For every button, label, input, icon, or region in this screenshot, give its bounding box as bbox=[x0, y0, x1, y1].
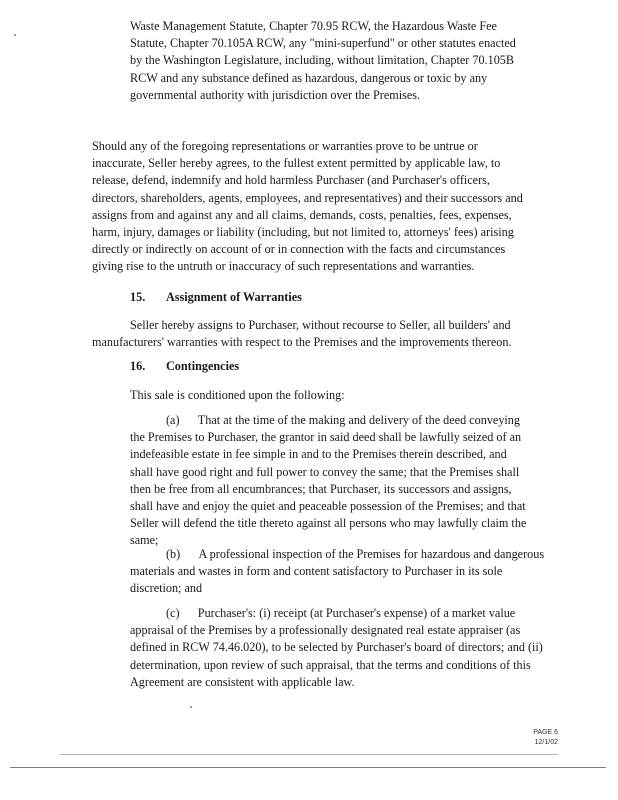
section-15-heading bbox=[130, 289, 510, 306]
section-16-heading bbox=[130, 358, 510, 375]
indemnity-paragraph: Should any of the foregoing representations or warranties prove to be untrue or inaccurate, Seller hereby agrees, to the fullest extent permitted by applicable law, to release, defend, indemnify and hold harmless Purchaser (and Purchaser's officers, directors, shareholders, agents, employees, and representatives) and their successors and assigns from and against any and all claims, demands, costs, penalties, fees, expenses, harm, injury, damages or liability (including, but not limited to, attorneys' fees) arising directly or indirectly on account of or in connection with the facts and circumstances giving rise to the untruth or inaccuracy of such representations and warranties. bbox=[92, 139, 523, 274]
page-footer bbox=[533, 728, 558, 748]
section-16-intro: This sale is conditioned upon the following: bbox=[130, 388, 345, 402]
paragraph-a-continuation: Waste Management Statute, Chapter 70.95 RCW, the Hazardous Waste Fee Statute, Chapter 70.105A RCW, any "mini-superfund" or other statutes enacted by the Washington Legislature, including, without limitation, Chapter 70.105B RCW and any substance defined as hazardous, dangerous or toxic by any governmental authority with jurisdiction over the Premises. bbox=[130, 19, 516, 102]
scan-edge-line bbox=[10, 767, 606, 768]
section-16-number: 16. bbox=[130, 359, 146, 373]
section-15-title: Assignment of Warranties bbox=[166, 290, 302, 304]
scan-speck bbox=[14, 34, 16, 36]
footer-rule bbox=[60, 754, 558, 755]
page-number: PAGE 6 bbox=[533, 729, 558, 736]
footer-date: 12/1/02 bbox=[534, 739, 558, 746]
section-15-body: Seller hereby assigns to Purchaser, without recourse to Seller, all builders' and manufacturers' warranties with respect to the Premises and the improvements thereon. bbox=[92, 318, 512, 350]
scan-speck bbox=[190, 706, 192, 708]
section-15-number: 15. bbox=[130, 290, 146, 304]
contingency-item-b: (b) A professional inspection of the Premises for hazardous and dangerous materials and wastes in form and content satisfactory to Purchaser in its sole discretion; and bbox=[130, 547, 545, 596]
section-16-title: Contingencies bbox=[166, 359, 240, 373]
contingency-item-a: (a) That at the time of the making and delivery of the deed conveying the Premises to Purchaser, the grantor in said deed shall be lawfully seized of an indefeasible estate in fee simple in and to the Premises therein described, and shall have good right and full power to convey the same; that the Premises shall then be free from all encumbrances; that Purchaser, its successors and assigns, shall have and enjoy the quiet and peaceable possession of the Premises; and that Seller will defend the title thereto against all persons who may lawfully claim the same; bbox=[130, 413, 527, 548]
contingency-item-c: (c) Purchaser's: (i) receipt (at Purchaser's expense) of a market value appraisal of the Premises by a professionally designated real estate appraiser (as defined in RCW 74.46.020), to be selected by Purchaser's board of directors; and (ii) determination, upon review of such appraisal, that the terms and conditions of this Agreement are consistent with applicable law. bbox=[130, 606, 543, 689]
